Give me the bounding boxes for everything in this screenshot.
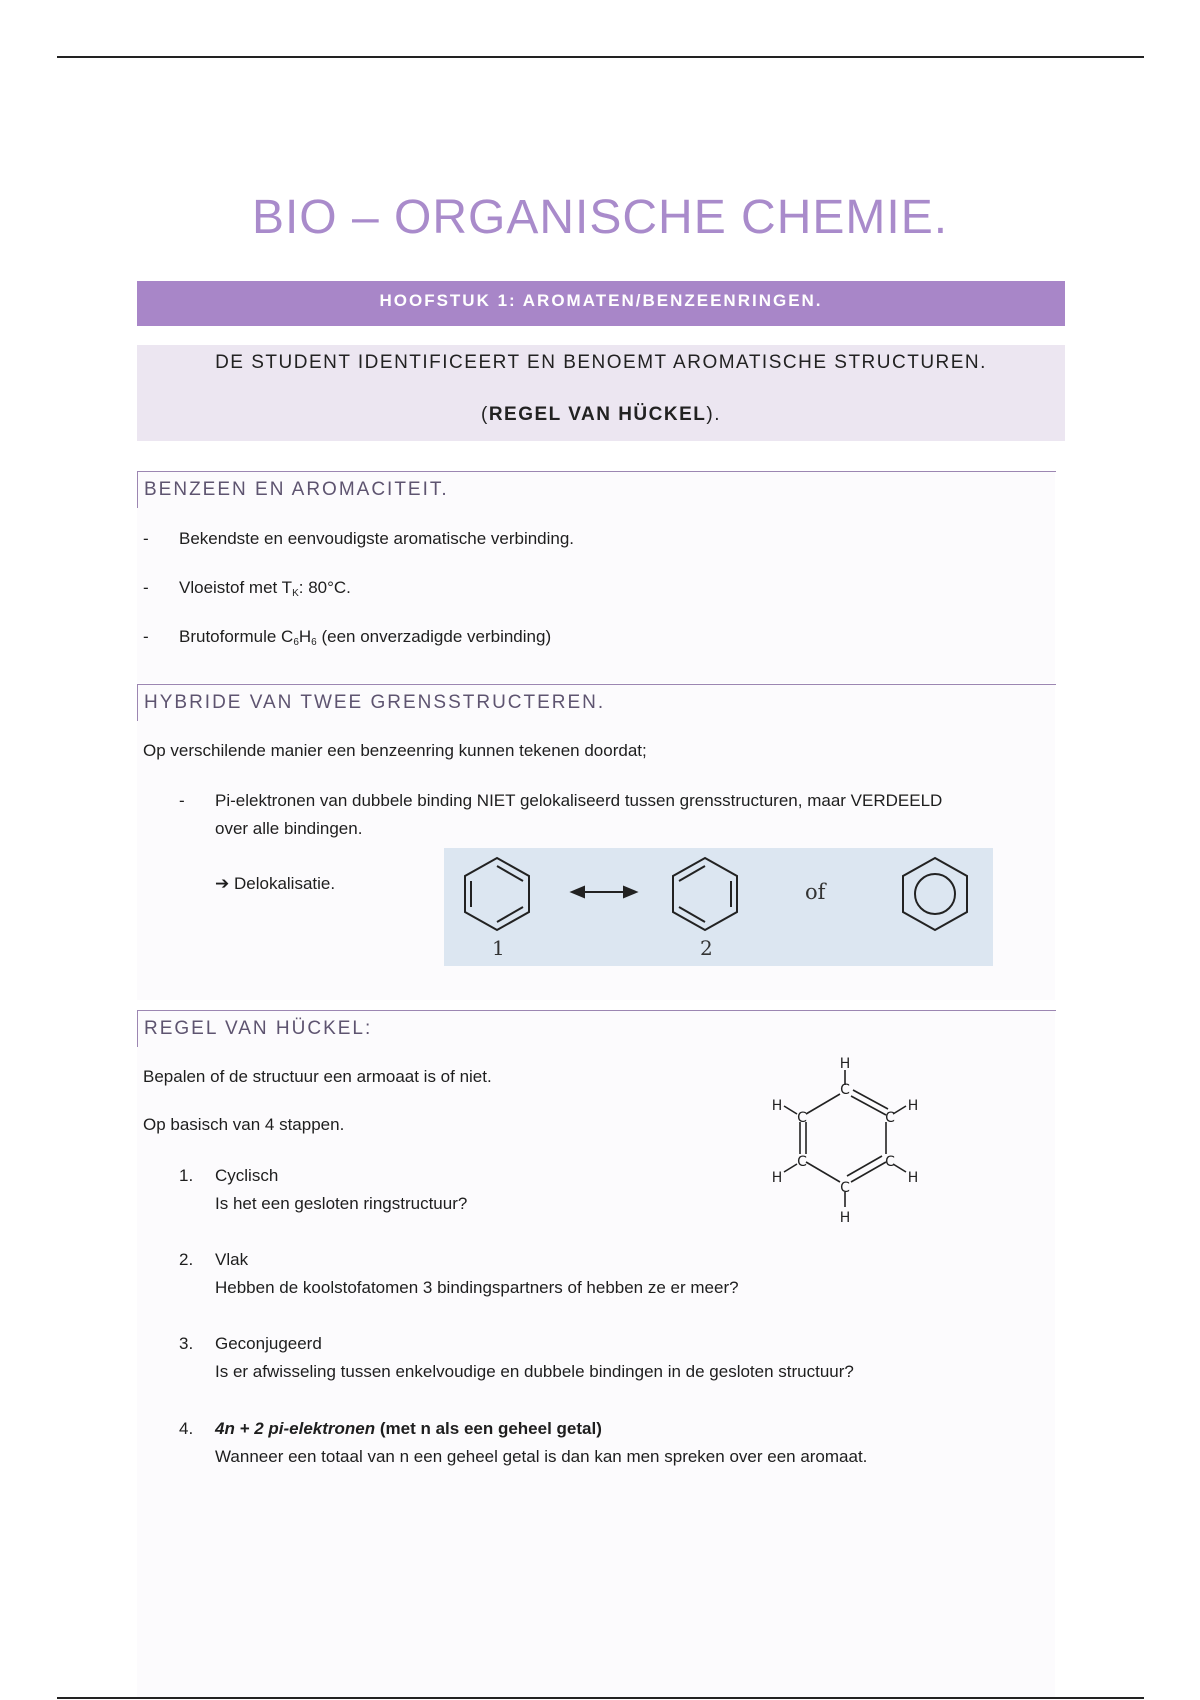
or-label: of [805,880,826,904]
structure-label-1: 1 [492,936,505,960]
learning-goal-text: DE STUDENT IDENTIFICEERT EN BENOEMT AROMATISCHE STRUCTUREN. [215,352,987,373]
learning-goal-rule: (REGEL VAN HÜCKEL). [481,404,721,425]
section-heading-hybrid: HYBRIDE VAN TWEE GRENSSTRUCTEREN. [137,684,1056,721]
delocalisation-note: ➔ Delokalisatie. [215,874,336,893]
benzene-circle-notation [903,858,967,930]
step-title: Geconjugeerd [215,1334,322,1353]
benzene-kekule-1 [465,858,529,930]
paragraph: Op verschilende manier een benzeenring kunnen tekenen doordat; [143,741,647,760]
atom-c: C [840,1082,850,1098]
bullet-text: over alle bindingen. [215,819,363,838]
step-description: Is het een gesloten ringstructuur? [215,1194,468,1213]
bullet-text: Brutoformule $C_6H_6$ (een onverzadigde verbinding) [179,627,552,648]
benzene-structural-formula [760,1052,930,1224]
atom-h: H [771,1170,783,1186]
bullet-dash: - [143,529,149,548]
step-description: Hebben de koolstofatomen 3 bindingspartners of hebben ze er meer? [215,1278,739,1297]
bullet-text: Pi-elektronen van dubbele binding NIET gelokaliseerd tussen grensstructuren, maar VERDEELD [215,791,943,810]
step-description: Wanneer een totaal van n een geheel getal is dan kan men spreken over een aromaat. [215,1447,868,1466]
atom-c: C [797,1154,807,1170]
top-rule [57,56,1144,58]
section-heading-benzene: BENZEEN EN AROMACITEIT. [137,471,1056,508]
bullet-dash: - [143,627,149,646]
resonance-figure [444,848,993,966]
atom-h: H [907,1170,919,1186]
resonance-arrow-icon [572,887,636,897]
paragraph: Bepalen of de structuur een armoaat is of niet. [143,1067,492,1086]
atom-c: C [840,1180,850,1196]
step-title: Cyclisch [215,1166,279,1185]
step-description: Is er afwisseling tussen enkelvoudige en dubbele bindingen in de gesloten structuur? [215,1362,854,1381]
step-number: 4. [179,1419,194,1438]
step-number: 1. [179,1166,194,1185]
benzene-resonance-svg [444,848,993,966]
atom-h: H [907,1098,919,1114]
step-title: Vlak [215,1250,249,1269]
step-title: 4n + 2 pi-elektronen (met n als een geheel getal) [215,1419,602,1438]
atom-c: C [797,1110,807,1126]
step-number: 3. [179,1334,194,1353]
bullet-dash: - [179,791,185,810]
section-heading-huckel: REGEL VAN HÜCKEL: [137,1010,1056,1047]
bullet-text: Bekendste en eenvoudigste aromatische verbinding. [179,529,575,548]
benzene-kekule-2 [673,858,737,930]
atom-h: H [771,1098,783,1114]
step-number: 2. [179,1250,194,1269]
bullet-dash: - [143,578,149,597]
bullet-text: Vloeistof met $T_K$: 80°C. [179,578,351,599]
atom-c: C [885,1154,895,1170]
paragraph: Op basisch van 4 stappen. [143,1115,345,1134]
structure-label-2: 2 [700,936,713,960]
bottom-rule [57,1697,1144,1699]
chapter-banner: HOOFSTUK 1: AROMATEN/BENZEENRINGEN. [137,281,1065,326]
document-title: BIO – ORGANISCHE CHEMIE. [251,191,949,244]
arrow-right-icon: ➔ [215,874,230,893]
atom-h: H [839,1056,851,1072]
atom-c: C [885,1110,895,1126]
atom-h: H [839,1210,851,1224]
